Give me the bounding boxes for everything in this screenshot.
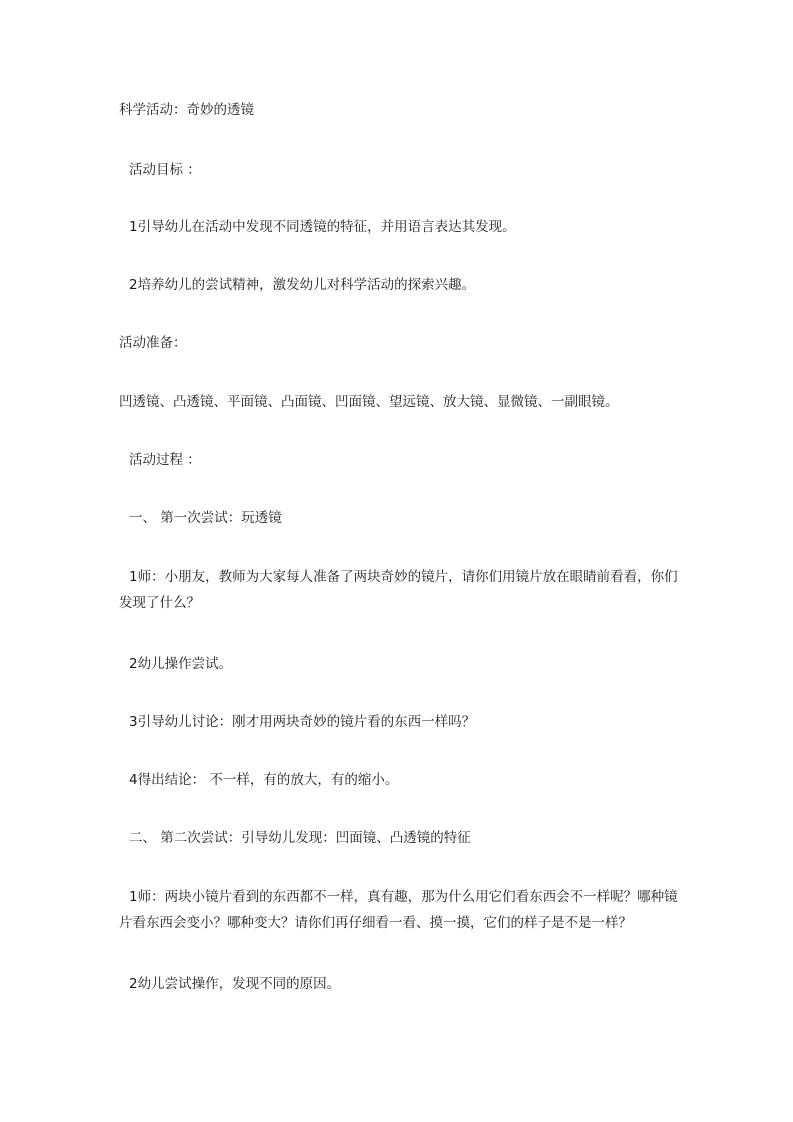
step-one-item-2: 2幼儿操作尝试。 bbox=[129, 656, 233, 672]
step-two-heading: 二、 第二次尝试：引导幼儿发现：凹面镜、凸透镜的特征 bbox=[129, 830, 471, 846]
goals-heading: 活动目标 ： bbox=[129, 162, 201, 178]
process-heading: 活动过程 ： bbox=[129, 452, 201, 468]
step-one-item-3: 3引导幼儿讨论：刚才用两块奇妙的镜片看的东西一样吗？ bbox=[129, 714, 476, 730]
preparation-items: 凹透镜、凸透镜、平面镜、凸面镜、凹面镜、望远镜、放大镜、显微镜、一副眼镜。 bbox=[119, 394, 619, 410]
preparation-heading: 活动准备： bbox=[119, 335, 187, 351]
step-one-item-1: 1师：小朋友，教师为大家每人准备了两块奇妙的镜片，请你们用镜片放在眼睛前看看，你们发现了什么？ bbox=[119, 569, 678, 611]
step-one-heading: 一、 第一次尝试：玩透镜 bbox=[129, 510, 282, 526]
step-two-item-1: 1师：两块小镜片看到的东西都不一样，真有趣，那为什么用它们看东西会不一样呢？哪种镜片看东西会变小？哪种变大？请你们再仔细看一看、摸一摸，它们的样子是不是一样？ bbox=[119, 889, 678, 931]
step-one-item-4: 4得出结论： 不一样，有的放大，有的缩小。 bbox=[129, 772, 399, 788]
document-title: 科学活动：奇妙的透镜 bbox=[119, 102, 254, 118]
step-two-item-2: 2幼儿尝试操作，发现不同的原因。 bbox=[129, 976, 341, 992]
goal-item-2: 2培养幼儿的尝试精神，激发幼儿对科学活动的探索兴趣。 bbox=[129, 277, 476, 293]
goal-item-1: 1引导幼儿在活动中发现不同透镜的特征，并用语言表达其发现。 bbox=[129, 219, 516, 235]
